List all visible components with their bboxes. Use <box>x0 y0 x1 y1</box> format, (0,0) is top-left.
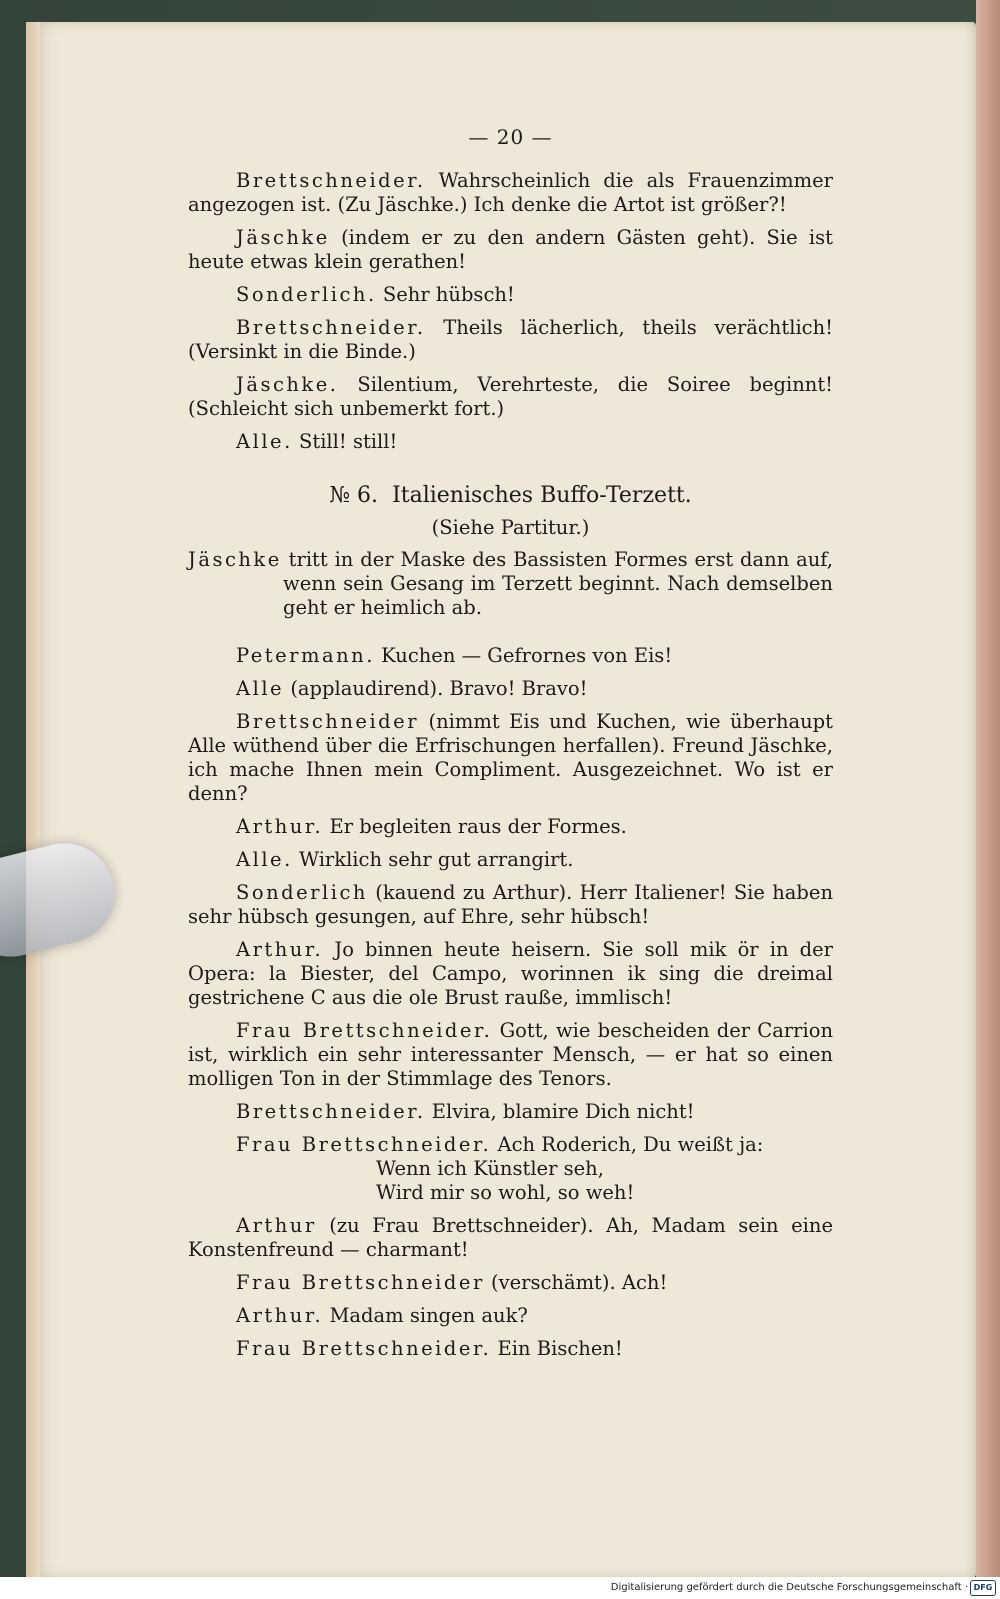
stage-direction <box>188 548 833 620</box>
funding-credit: Digitalisierung gefördert durch die Deutsche Forschungsgemeinschaft · <box>610 1582 968 1593</box>
score-note: (Siehe Partitur.) <box>431 516 590 539</box>
speech: Sehr hübsch! <box>382 283 515 306</box>
speech: Er begleiten raus der Formes. <box>329 815 627 838</box>
page-text <box>188 125 833 1370</box>
speaker-name: Arthur <box>236 1214 317 1237</box>
speech: Wirklich sehr gut arrangirt. <box>299 848 574 871</box>
speech: Wahrscheinlich die als Frauenzimmer angezogen ist. (Zu Jäschke.) Ich denke die Artot ist größer?! <box>188 169 834 216</box>
next-page-edge <box>976 0 1000 1580</box>
section-heading <box>188 484 833 508</box>
speaker-name: Alle. <box>236 430 293 453</box>
speaker-name: Jäschke <box>236 226 330 249</box>
paragraph <box>188 373 833 421</box>
paragraph <box>188 283 833 307</box>
section-title: Italienisches Buffo-Terzett. <box>392 483 692 508</box>
speaker-name: Arthur. <box>236 1304 324 1327</box>
dialogue-line <box>188 1337 833 1361</box>
footer-bar <box>0 1577 1000 1599</box>
speaker-name: Jäschke <box>188 548 282 571</box>
speaker-name: Brettschneider. <box>236 1100 426 1123</box>
speaker-name: Alle. <box>236 848 293 871</box>
dialogue-line <box>188 1304 833 1328</box>
speaker-name: Alle <box>236 677 285 700</box>
paragraph <box>188 169 833 217</box>
speaker-name: Sonderlich. <box>236 283 377 306</box>
paragraph <box>188 226 833 274</box>
dialogue-line <box>188 1100 833 1124</box>
dialogue-line <box>188 815 833 839</box>
dialogue-line <box>188 710 833 806</box>
speaker-name: Sonderlich <box>236 881 368 904</box>
speaker-name: Frau Brettschneider. <box>236 1133 492 1156</box>
speech: (applaudirend). Bravo! Bravo! <box>290 677 588 700</box>
speaker-name: Brettschneider <box>236 710 420 733</box>
paragraph <box>188 316 833 364</box>
speech: Madam singen auk? <box>329 1304 528 1327</box>
speaker-name: Frau Brettschneider. <box>236 1337 492 1360</box>
verse-line: Wenn ich Künstler seh, <box>376 1157 604 1180</box>
speech: Gott, wie bescheiden der Carrion ist, wirklich ein sehr interessanter Mensch, — er hat so einen molligen Ton in der Stimmlage des Tenors. <box>188 1019 834 1090</box>
verse-line: Wird mir so wohl, so weh! <box>376 1181 635 1204</box>
speaker-name: Arthur. <box>236 815 324 838</box>
page-gutter <box>26 22 40 1578</box>
dialogue-line <box>188 1271 833 1295</box>
paragraph <box>188 430 833 454</box>
page-number: — 20 — <box>468 125 553 149</box>
speech: Jo binnen heute heisern. Sie soll mik ör in der Opera: la Biester, del Campo, worinnen ik sing die dreimal gestrichene C aus die ole Brust rauße, immlisch! <box>188 938 834 1009</box>
speaker-name: Petermann. <box>236 644 375 667</box>
direction-text: tritt in der Maske des Bassisten Formes erst dann auf, wenn sein Gesang im Terzett beginnt. Nach demselben geht er heimlich ab. <box>283 548 834 619</box>
speaker-name: Arthur. <box>236 938 324 961</box>
speech: Theils lächerlich, theils verächtlich! (Versinkt in die Binde.) <box>188 316 833 363</box>
speech: Ein Bischen! <box>497 1337 623 1360</box>
speech: Still! still! <box>299 430 398 453</box>
dialogue-line <box>188 1019 833 1091</box>
dialogue-line <box>188 1214 833 1262</box>
dialogue-line <box>188 938 833 1010</box>
speech: (kauend zu Arthur). Herr Italiener! Sie haben sehr hübsch gesungen, auf Ehre, sehr hübsch! <box>188 881 833 928</box>
speaker-name: Frau Brettschneider <box>236 1271 485 1294</box>
speech: (nimmt Eis und Kuchen, wie überhaupt Alle wüthend über die Erfrischungen herfallen). Freund Jäschke, ich mache Ihnen mein Compliment. Ausgezeichnet. Wo ist er denn? <box>188 710 834 805</box>
speech: (verschämt). Ach! <box>490 1271 668 1294</box>
dialogue-line <box>188 1133 833 1157</box>
speech: Ach Roderich, Du weißt ja: <box>497 1133 764 1156</box>
speech: Elvira, blamire Dich nicht! <box>431 1100 695 1123</box>
speaker-name: Brettschneider. <box>236 169 426 192</box>
speaker-name: Jäschke. <box>236 373 339 396</box>
speech: (indem er zu den andern Gästen geht). Sie ist heute etwas klein gerathen! <box>188 226 834 273</box>
dfg-logo-icon: DFG <box>970 1580 996 1596</box>
speech: (zu Frau Brettschneider). Ah, Madam sein eine Konstenfreund — charmant! <box>188 1214 833 1261</box>
dialogue-line <box>188 677 833 701</box>
speech: Silentium, Verehrteste, die Soiree beginnt! (Schleicht sich unbemerkt fort.) <box>188 373 833 420</box>
speaker-name: Brettschneider. <box>236 316 426 339</box>
speaker-name: Frau Brettschneider. <box>236 1019 493 1042</box>
dialogue-line <box>188 881 833 929</box>
speech: Kuchen — Gefrornes von Eis! <box>381 644 673 667</box>
dialogue-line <box>188 644 833 668</box>
dialogue-line <box>188 848 833 872</box>
section-number: № 6. <box>329 483 379 508</box>
